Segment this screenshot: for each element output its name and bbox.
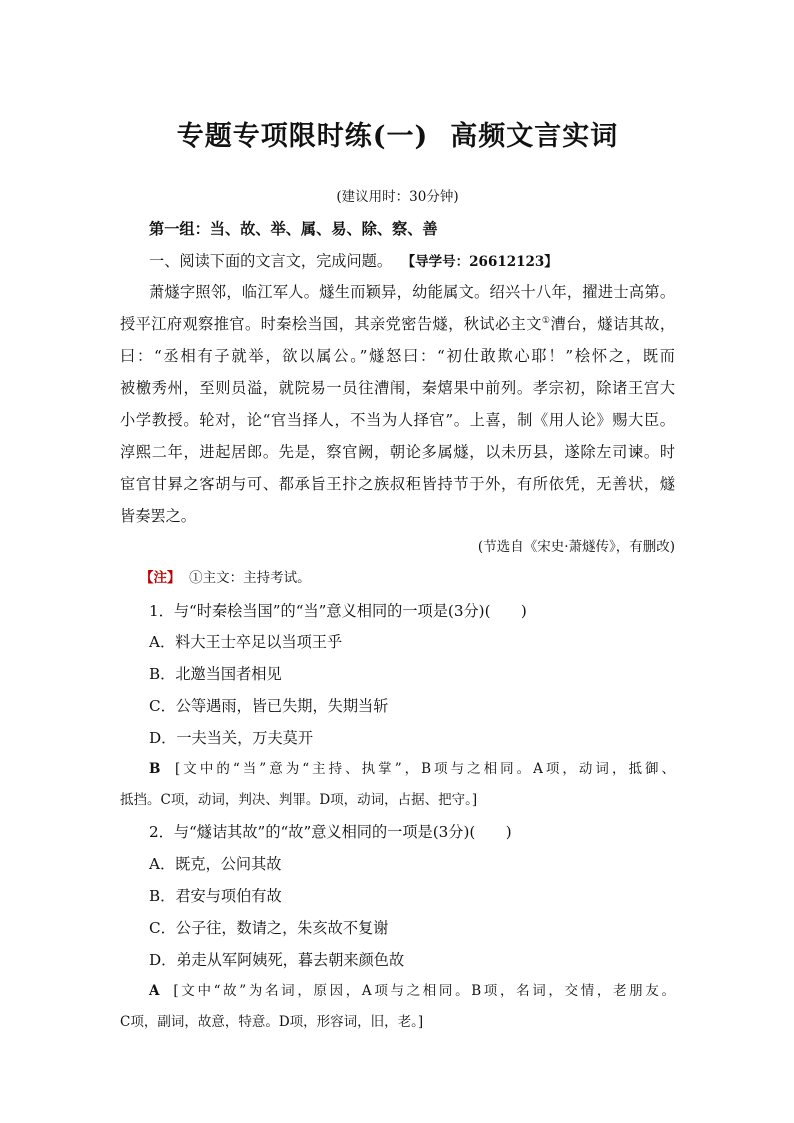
question-2-explanation-2: C项，副词，故意，特意。D项，形容词，旧，老。] [120,1014,424,1030]
footnote-marker: ① [541,316,551,326]
question-1-expl-text: [文中的“当”意为“主持、执掌”，B项与之相同。A项，动词，抵御、 [175,761,675,777]
passage-line-2b: 漕台，燧诘其故， [550,315,676,333]
question-2-answer: A [149,983,160,999]
question-1-explanation-1 [120,759,675,779]
passage-line-1: 萧燧字照邻，临江军人。燧生而颖异，幼能属文。绍兴十八年，擢进士高第。 [149,283,675,301]
question-1-option-a: A．料大王士卒足以当项王乎 [149,633,343,651]
question-2-option-d: D．弟走从军阿姨死，暮去朝来颜色故 [149,951,405,969]
passage-line-3: 曰：“丞相有子就举，欲以属公。”燧怒曰：“初仕敢欺心耶！”桧怀之，既而 [120,347,675,365]
question-2-option-c: C．公子往，数请之，朱亥故不复谢 [149,919,389,937]
title-part-2: 高频文言实词 [450,121,619,152]
question-2-option-b: B．君安与项伯有故 [149,887,282,905]
passage-source: (节选自《宋史·萧燧传》，有删改) [477,539,675,555]
question-1-option-d: D．一夫当关，万夫莫开 [149,729,314,747]
question-1-option-b: B．北邀当国者相见 [149,665,282,683]
guide-number: 【导学号：26612123】 [401,254,558,270]
title-part-1: 专题专项限时练(一) [176,121,429,152]
passage-line-2 [120,314,675,334]
passage-line-2a: 授平江府观察推官。时秦桧当国，其亲党密告燧，秋试必主文 [120,315,542,333]
passage-line-4: 被檄秀州，至则员溢，就院易一员往漕闱，秦熺果中前列。孝宗初，除诸王宫大 [120,379,675,397]
passage-line-6: 淳熙二年，进起居郎。先是，察官阙，朝论多属燧，以未历县，遂除左司谏。时 [120,443,675,461]
instruction-text: 一、阅读下面的文言文，完成问题。 [149,252,392,270]
question-1-option-c: C．公等遇雨，皆已失期，失期当斩 [149,697,389,715]
suggested-time: (建议用时：30分钟) [336,189,459,205]
passage-line-7: 宦官甘昪之客胡与可、都承旨王抃之族叔秬皆持节于外，有所依凭，无善状，燧 [120,475,675,493]
footnote [120,568,666,588]
question-1-explanation-2: 抵挡。C项，动词，判决、判罪。D项，动词，占据、把守。] [120,792,478,808]
page-title [120,114,675,153]
passage-line-5: 小学教授。轮对，论“官当择人，不当为人择官”。上喜，制《用人论》赐大臣。 [120,411,675,429]
group-heading: 第一组：当、故、举、属、易、除、察、善 [149,220,438,238]
passage-line-8: 皆奏罢之。 [120,507,196,525]
note-text: ①主文：主持考试。 [189,570,311,586]
question-2-explanation-1 [120,981,675,1001]
note-label: 【注】 [140,570,181,586]
question-1-stem: 1．与“时秦桧当国”的“当”意义相同的一项是(3分)( ) [149,602,527,620]
question-2-stem: 2．与“燧诘其故”的“故”意义相同的一项是(3分)( ) [149,823,512,841]
question-2-option-a: A．既克，公问其故 [149,855,282,873]
question-2-expl-text: [文中“故”为名词，原因，A项与之相同。B项，名词，交情，老朋友。 [173,983,675,999]
question-1-answer: B [149,761,161,777]
section-instruction [120,251,675,272]
